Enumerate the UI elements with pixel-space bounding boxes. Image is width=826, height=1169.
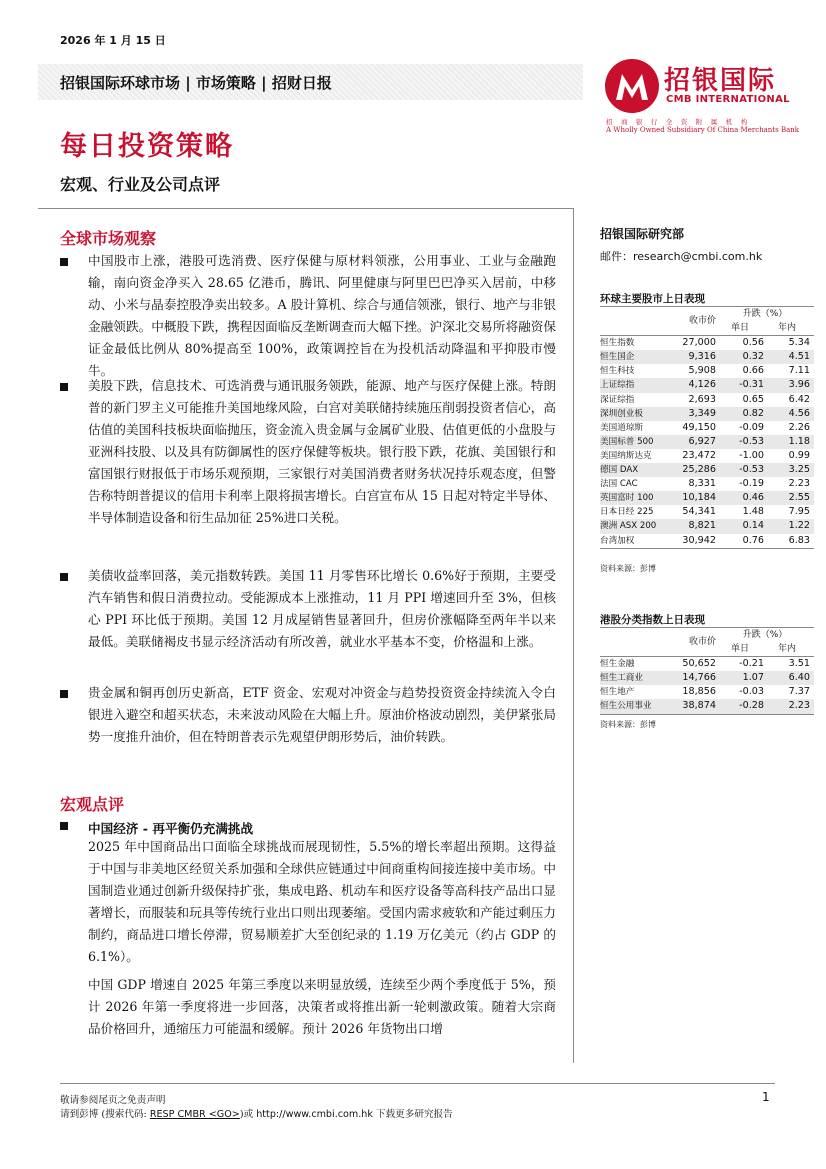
row-name: 美国道琼斯 (600, 422, 643, 433)
table-header-day: 单日 (730, 323, 749, 334)
banner-title: 招银国际环球市场 | 市场策略 | 招财日报 (60, 74, 332, 92)
table-row (600, 407, 814, 421)
row-day-change: -1.00 (739, 449, 764, 461)
row-day-change: 0.76 (742, 534, 764, 546)
bullet-icon (60, 822, 68, 830)
macro-subheading: 中国经济 - 再平衡仍充满挑战 (88, 821, 254, 836)
table-row (600, 657, 814, 672)
row-name: 恒生公用事业 (600, 701, 652, 712)
macro-paragraph-gdp: 中国 GDP 增速自 2025 年第三季度以来明显放缓，连续至少两个季度低于 5%，预计 2026 年第一季度将进一步回落，决策者或将推出新一轮刺激政策。随着大宗商品价格回升，通缩压力可能温和缓解。预计 2026 年货物出口增 (88, 977, 556, 1036)
row-name: 澳洲 ASX 200 (600, 521, 657, 532)
row-close: 6,927 (688, 435, 716, 447)
row-close: 8,821 (688, 520, 716, 532)
row-name: 台湾加权 (600, 535, 635, 546)
row-close: 30,942 (682, 534, 716, 546)
logo-text-en: CMB INTERNATIONAL (666, 94, 790, 105)
email-address[interactable]: research@cmbi.com.hk (633, 250, 763, 263)
page-title: 每日投资策略 (60, 131, 234, 162)
row-name: 英国富时 100 (600, 493, 654, 504)
row-close: 5,908 (688, 365, 716, 377)
table-row (600, 505, 814, 519)
table-source: 资料来源：彭博 (600, 564, 656, 573)
table-row (600, 378, 814, 392)
row-ytd-change: 3.51 (788, 658, 810, 670)
row-name: 恒生指数 (600, 338, 635, 349)
row-close: 49,150 (682, 421, 716, 433)
row-day-change: -0.31 (739, 379, 764, 391)
table-row (600, 534, 814, 549)
row-ytd-change: 1.18 (788, 435, 810, 447)
row-close: 8,331 (688, 478, 716, 490)
row-ytd-change: 2.23 (788, 478, 810, 490)
footer-contact (60, 1106, 453, 1120)
contact-email (600, 248, 762, 264)
footer-contact-suffix: 下载更多研究报告 (372, 1109, 453, 1120)
row-ytd-change: 5.34 (788, 337, 810, 349)
row-close: 2,693 (688, 393, 716, 405)
row-day-change: -0.28 (739, 700, 764, 712)
row-day-change: 0.66 (742, 365, 764, 377)
footer-disclaimer[interactable]: 敬请参阅尾页之免责声明 (60, 1095, 166, 1106)
logo-subtitle-cn: 招 商 银 行 全 资 附 属 机 构 (606, 118, 751, 126)
header-divider (38, 208, 573, 209)
row-close: 54,341 (682, 506, 716, 518)
row-name: 深证综指 (600, 394, 635, 405)
row-day-change: -0.21 (739, 658, 764, 670)
row-ytd-change: 7.11 (788, 365, 810, 377)
row-day-change: -0.09 (739, 421, 764, 433)
table-source: 资料来源：彭博 (600, 720, 656, 729)
row-ytd-change: 6.42 (788, 393, 810, 405)
row-close: 38,874 (682, 700, 716, 712)
row-close: 23,472 (682, 449, 716, 461)
table-row (600, 685, 814, 699)
page-number: 1 (762, 1090, 770, 1104)
row-close: 10,184 (682, 492, 716, 504)
table-header-change: 升跌（%） (742, 309, 788, 319)
table-header-blank (600, 628, 664, 643)
row-day-change: -0.53 (739, 464, 764, 476)
website-link[interactable]: http://www.cmbi.com.hk (256, 1109, 373, 1120)
table-header-close: 收市价 (688, 637, 716, 648)
table-row (600, 364, 814, 378)
table-row (600, 671, 814, 685)
row-ytd-change: 6.40 (788, 672, 810, 684)
email-label: 邮件： (600, 250, 633, 263)
bullet-icon (60, 573, 68, 581)
table-row (600, 421, 814, 435)
bullet-icon (60, 258, 68, 266)
cmbi-logo-icon (604, 58, 660, 114)
row-day-change: 0.82 (742, 407, 764, 419)
row-ytd-change: 0.99 (788, 449, 810, 461)
table-header-ytd: 年内 (777, 323, 796, 334)
row-close: 27,000 (682, 337, 716, 349)
row-name: 上证综指 (600, 380, 635, 391)
market-paragraph-us-equities: 美股下跌，信息技术、可选消费与通讯服务领跌，能源、地产与医疗保健上涨。特朗普的新门罗主义可能推升美国地缘风险，白宫对美联储持续施压削弱投资者信心，高估值的美国科技板块面临抛压，资金流入贵金属与金属矿业股、估值更低的小盘股与亚洲科技股、以及具有防御属性的医疗保健等板块。银行股下跌，花旗、美国银行和富国银行财报低于市场乐观预期，三家银行对美国消费者财务状况持乐观态度，但警告称特朗普提议的信用卡利率上限将损害增长。白宫宣布从 15 日起对特定半导体、半导体制造设备和衍生品加征 25%进口关税。 (88, 378, 556, 525)
table-row (600, 477, 814, 491)
row-name: 恒生科技 (600, 366, 635, 377)
row-name: 德国 DAX (600, 465, 639, 476)
row-day-change: 0.46 (742, 492, 764, 504)
row-day-change: 1.48 (742, 506, 764, 518)
macro-paragraph-exports: 2025 年中国商品出口面临全球挑战而展现韧性，5.5%的增长率超出预期。这得益于中国与非美地区经贸关系加强和全球供应链通过中间商重构间接连接中美市场。中国制造业通过创新升级保持扩张，集成电路、机动车和医疗设备等高科技产品出口显著增长，而服装和玩具等传统行业出口则出现萎缩。受国内需求疲软和产能过剩压力制约，商品进口增长停滞，贸易顺差扩大至创纪录的 1.19 万亿美元（约占 GDP 的 6.1%）。 (88, 839, 556, 964)
row-ytd-change: 7.95 (788, 506, 810, 518)
row-day-change: -0.53 (739, 435, 764, 447)
table-row (600, 350, 814, 364)
table-row (600, 491, 814, 505)
market-paragraph-commodities: 贵金属和铜再创历史新高，ETF 资金、宏观对冲资金与趋势投资资金持续流入令白银进入避空和超买状态，未来波动风险在大幅上升。原油价格波动剧烈，美伊紧张局势一度推升油价，但在特朗普表示先观望伊朗形势后，油价转跌。 (88, 685, 556, 744)
row-ytd-change: 3.25 (788, 464, 810, 476)
table-row (600, 435, 814, 449)
table-header-close: 收市价 (688, 316, 716, 327)
row-ytd-change: 2.55 (788, 492, 810, 504)
table-title-global-markets: 环球主要股市上日表现 (600, 293, 705, 305)
row-ytd-change: 7.37 (788, 686, 810, 698)
row-ytd-change: 6.83 (788, 534, 810, 546)
row-ytd-change: 2.26 (788, 421, 810, 433)
row-name: 美国标普 500 (600, 436, 654, 447)
row-day-change: 0.65 (742, 393, 764, 405)
row-name: 恒生地产 (600, 687, 635, 698)
hk-sectors-table (600, 627, 814, 715)
row-name: 日本日经 225 (600, 507, 654, 518)
table-title-hk-sectors: 港股分类指数上日表现 (600, 614, 705, 626)
table-header-blank (600, 642, 664, 657)
row-ytd-change: 1.22 (788, 520, 810, 532)
global-markets-table (600, 306, 814, 549)
row-day-change: 0.32 (742, 351, 764, 363)
row-day-change: 1.07 (742, 672, 764, 684)
table-header-change: 升跌（%） (742, 630, 788, 640)
table-row (600, 463, 814, 477)
row-close: 9,316 (688, 351, 716, 363)
bullet-icon (60, 383, 68, 391)
row-day-change: -0.03 (739, 686, 764, 698)
row-close: 18,856 (682, 686, 716, 698)
column-divider (573, 208, 574, 1063)
page-subtitle: 宏观、行业及公司点评 (60, 175, 221, 194)
bullet-icon (60, 690, 68, 698)
footer-divider (60, 1083, 775, 1084)
market-paragraph-china: 中国股市上涨，港股可选消费、医疗保健与原材料领涨，公用事业、工业与金融跑输，南向资金净买入 28.65 亿港币，腾讯、阿里健康与阿里巴巴净买入居前，中移动、小米与晶泰控股净卖出较多。A 股计算机、综合与通信领涨，银行、地产与非银金融领跌。中概股下跌，携程因面临反垄断调查而大幅下挫。沪深北交易所将融资保证金最低比例从 80%提高至 100%，政策调控旨在为投机活动降温和平抑股市慢牛。 (88, 253, 556, 378)
row-close: 25,286 (682, 464, 716, 476)
row-close: 50,652 (682, 658, 716, 670)
row-name: 深圳创业板 (600, 408, 643, 419)
row-day-change: -0.19 (739, 478, 764, 490)
table-header-day: 单日 (730, 644, 749, 655)
report-date: 2026 年 1 月 15 日 (60, 34, 166, 47)
row-name: 美国纳斯达克 (600, 450, 652, 461)
bloomberg-code-link[interactable]: RESP CMBR <GO> (149, 1109, 240, 1120)
research-dept: 招银国际研究部 (600, 227, 685, 241)
row-ytd-change: 4.56 (788, 407, 810, 419)
market-paragraph-us-bonds: 美债收益率回落，美元指数转跌。美国 11 月零售环比增长 0.6%好于预期，主要受汽车销售和假日消费拉动。受能源成本上涨推动，11 月 PPI 增速回升至 3%，但核心 PPI 环比低于预期。美国 12 月成屋销售显著回升，但房价涨幅降至两年半以来最低。美联储褐皮书显示经济活动有所改善，就业水平基本不变，价格温和上涨。 (88, 568, 556, 649)
row-name: 恒生金融 (600, 659, 635, 670)
table-header-blank (600, 321, 664, 336)
section-title-macro: 宏观点评 (60, 795, 125, 814)
footer-contact-prefix: 请到彭博 (搜索代码: (60, 1109, 150, 1120)
row-close: 14,766 (682, 672, 716, 684)
logo-subtitle-en: A Wholly Owned Subsidiary Of China Merchants Bank (606, 126, 800, 134)
row-close: 4,126 (688, 379, 716, 391)
logo-text-cn: 招银国际 (664, 66, 777, 96)
row-day-change: 0.56 (742, 337, 764, 349)
row-close: 3,349 (688, 407, 716, 419)
row-ytd-change: 4.51 (788, 351, 810, 363)
row-ytd-change: 3.96 (788, 379, 810, 391)
table-row (600, 393, 814, 407)
table-row (600, 519, 814, 533)
table-row (600, 449, 814, 463)
row-ytd-change: 2.23 (788, 700, 810, 712)
footer-contact-mid: )或 (239, 1109, 257, 1120)
section-title-global-market: 全球市场观察 (60, 229, 157, 248)
table-header-ytd: 年内 (777, 644, 796, 655)
table-header-blank (600, 307, 664, 322)
table-row (600, 336, 814, 351)
table-row (600, 699, 814, 714)
row-name: 法国 CAC (600, 479, 638, 490)
row-name: 恒生工商业 (600, 673, 643, 684)
row-name: 恒生国企 (600, 352, 635, 363)
row-day-change: 0.14 (742, 520, 764, 532)
